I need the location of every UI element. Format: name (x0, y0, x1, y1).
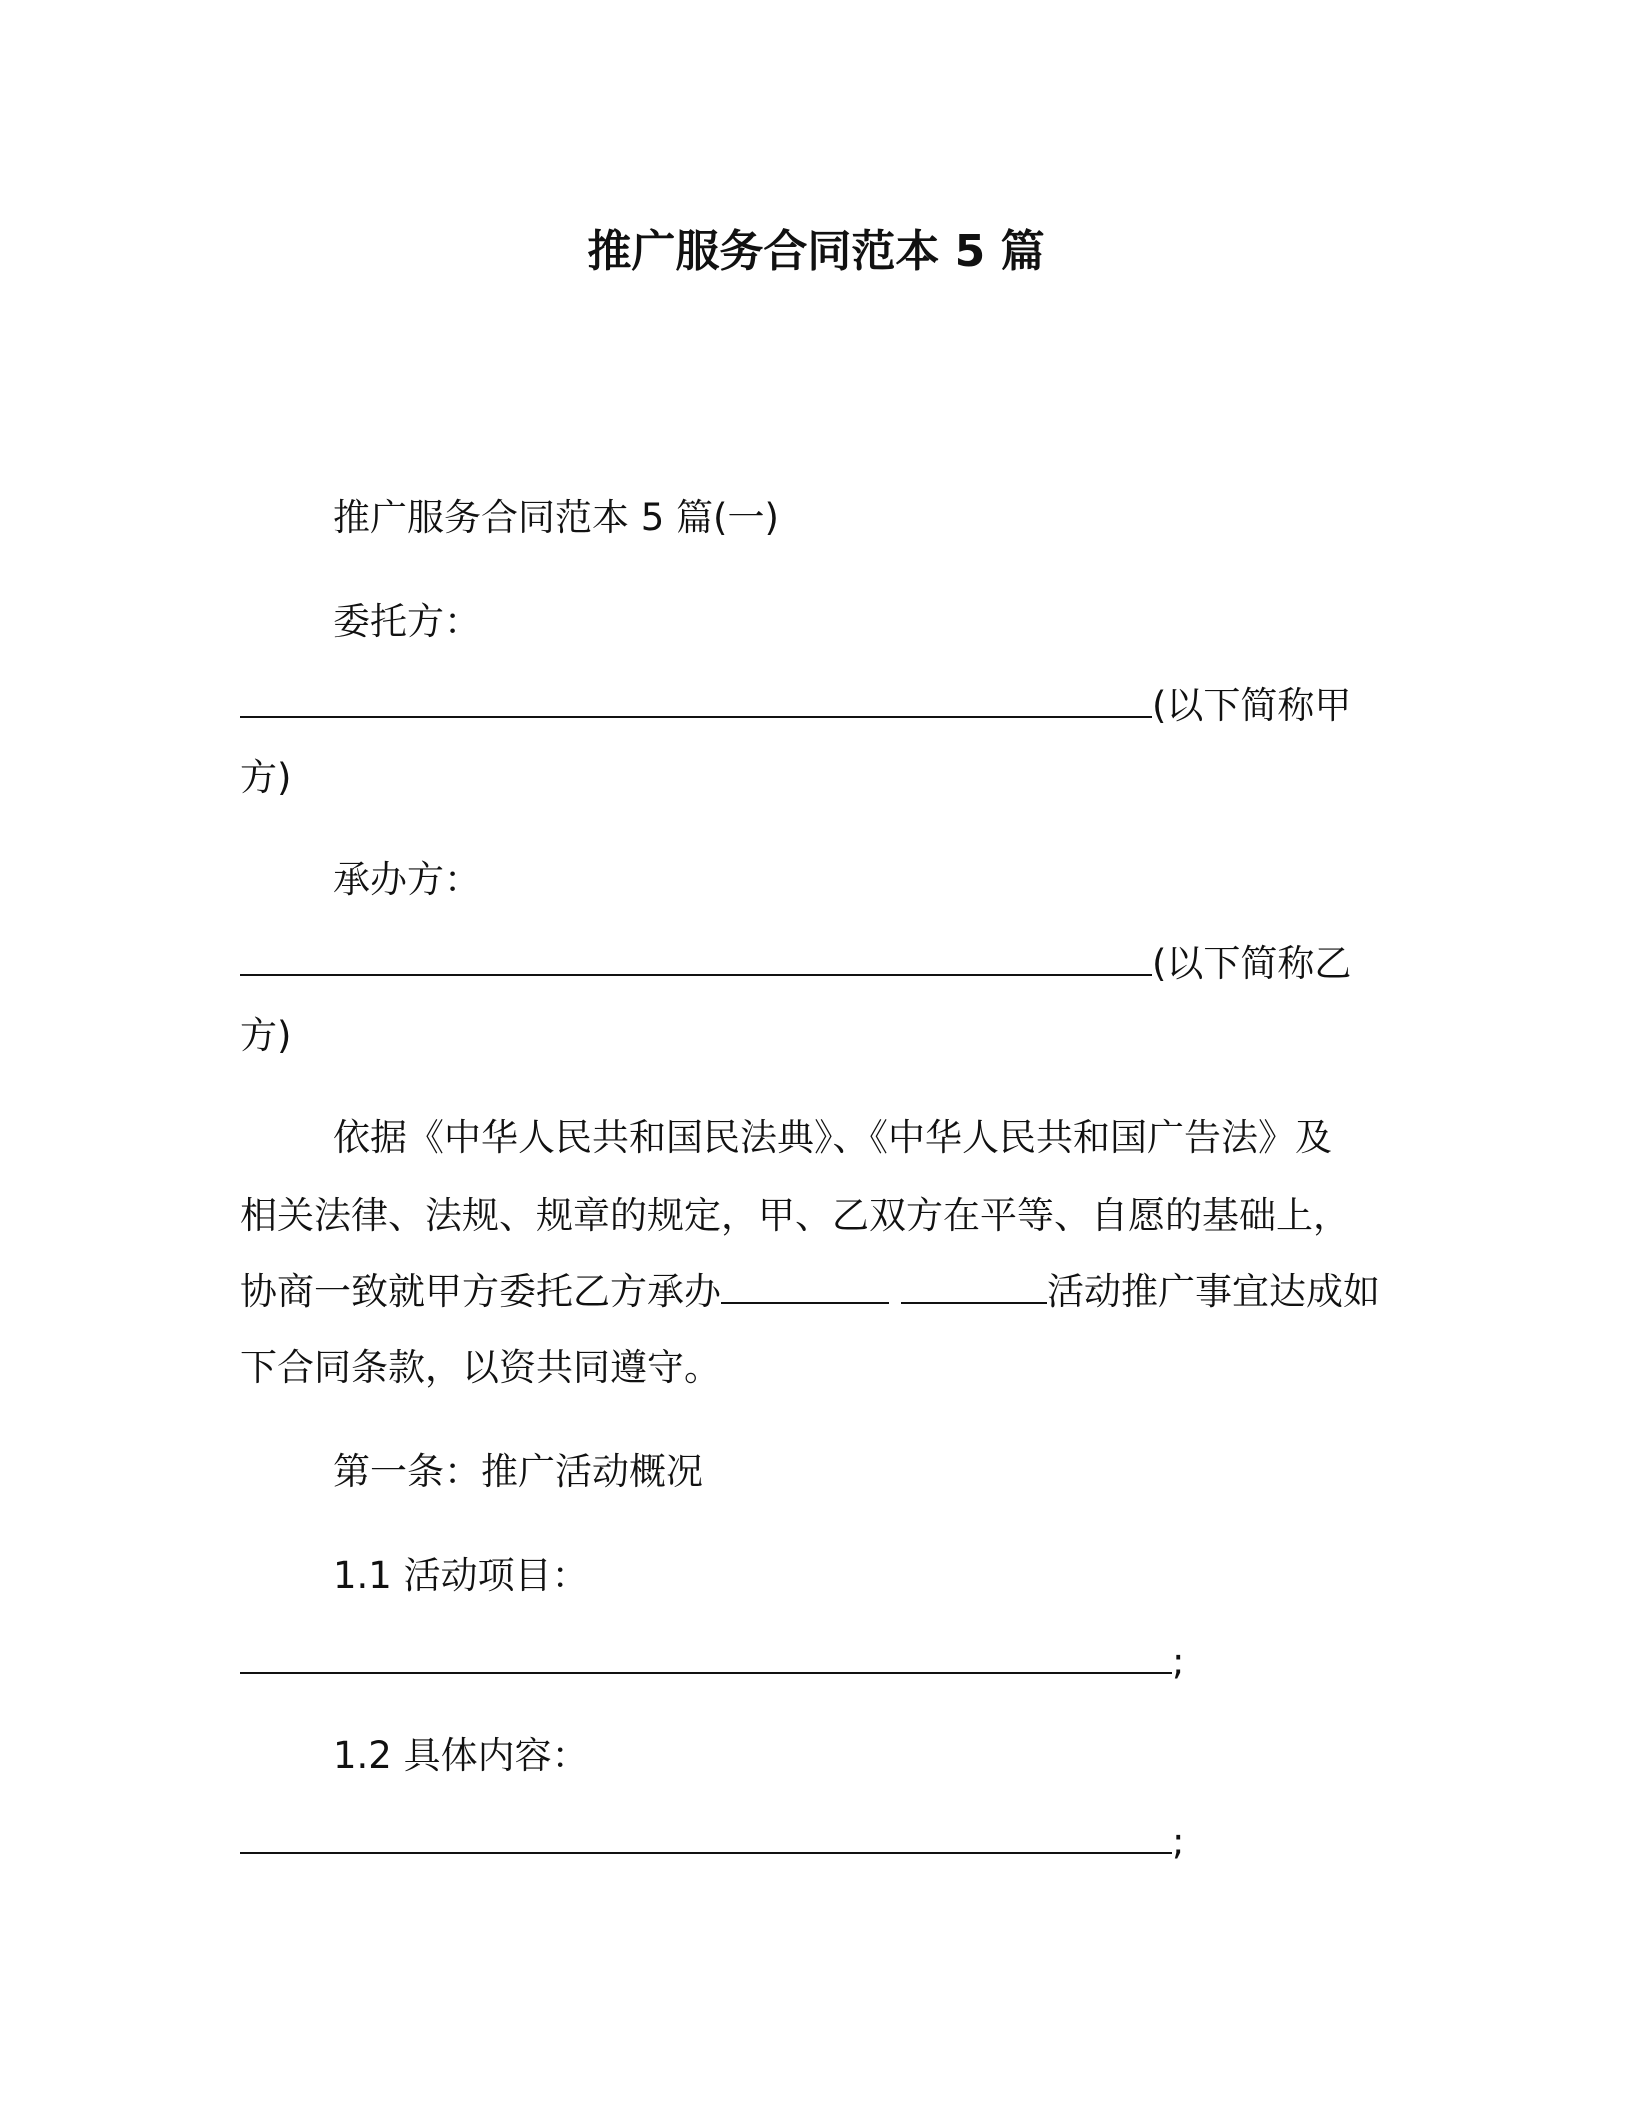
item-1-1-end: ; (1172, 1640, 1185, 1683)
preamble-line-3-start: 协商一致就甲方委托乙方承办 (240, 1270, 721, 1313)
item-1-1-label: 1.1 活动项目： (333, 1554, 589, 1597)
document-title: 推广服务合同范本 5 篇 (587, 226, 1045, 277)
party-b-blank[interactable] (240, 940, 1152, 976)
party-b-note: (以下简称乙 (1152, 942, 1352, 985)
party-a-note-continued: 方) (240, 756, 292, 799)
party-a-blank[interactable] (240, 682, 1152, 718)
event-blank-1[interactable] (721, 1268, 889, 1304)
party-a-label: 委托方： (333, 600, 481, 643)
item-1-2-line (240, 1816, 1184, 1868)
preamble-line-2: 相关法律、法规、规章的规定，甲、乙双方在平等、自愿的基础上， (240, 1194, 1350, 1237)
preamble-line-3 (240, 1266, 1380, 1318)
party-b-line (240, 938, 1351, 990)
party-b-label: 承办方： (333, 858, 481, 901)
item-1-1-line (240, 1636, 1184, 1688)
event-blank-2[interactable] (901, 1268, 1047, 1304)
preamble-line-3-end: 活动推广事宜达成如 (1047, 1270, 1380, 1313)
item-1-1-blank[interactable] (240, 1638, 1172, 1674)
section-heading: 推广服务合同范本 5 篇(一) (333, 496, 779, 539)
item-1-2-blank[interactable] (240, 1818, 1172, 1854)
item-1-2-end: ; (1172, 1820, 1185, 1863)
party-a-line (240, 680, 1351, 732)
preamble-line-4: 下合同条款，以资共同遵守。 (240, 1346, 721, 1389)
party-b-note-continued: 方) (240, 1014, 292, 1057)
party-a-note: (以下简称甲 (1152, 684, 1352, 727)
preamble-line-1: 依据《中华人民共和国民法典》、《中华人民共和国广告法》及 (333, 1116, 1332, 1159)
item-1-2-label: 1.2 具体内容： (333, 1734, 589, 1777)
article-1-heading: 第一条：推广活动概况 (333, 1450, 703, 1493)
